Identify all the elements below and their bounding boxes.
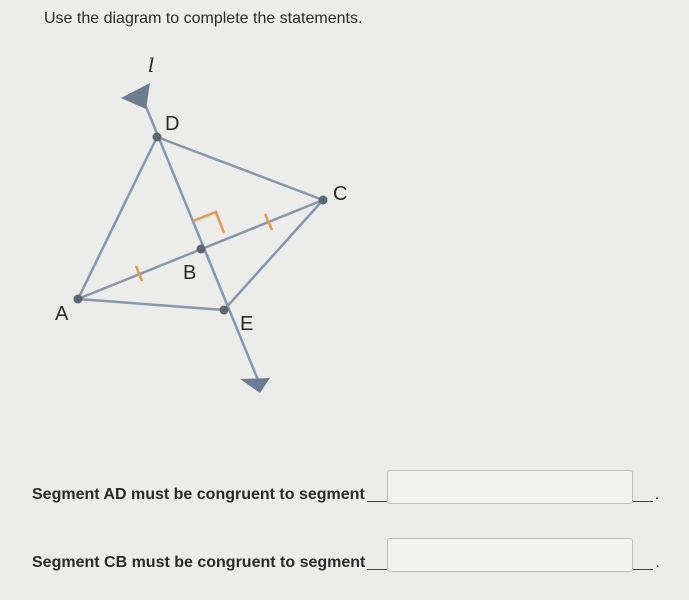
statement-cb [32, 538, 660, 572]
statement-ad [32, 470, 659, 504]
answer-blank-ad [367, 470, 659, 504]
arrowhead-up-icon [121, 83, 150, 109]
answer-input-cb[interactable] [387, 538, 633, 572]
point-a-label: A [55, 303, 69, 325]
statement-ad-period: . [654, 486, 660, 503]
point-c [319, 196, 328, 205]
arrowhead-down-icon [240, 378, 270, 393]
point-b [197, 245, 206, 254]
line-l-label: l [148, 53, 155, 77]
blank-underline-right [633, 501, 653, 502]
point-e-label: E [240, 313, 254, 335]
blank-underline-right [633, 569, 653, 570]
segment-ad [78, 137, 157, 299]
statement-cb-text: Segment CB must be congruent to segment [32, 554, 366, 571]
point-c-label: C [333, 183, 348, 205]
geometry-diagram [0, 40, 689, 400]
answer-input-ad[interactable] [387, 470, 633, 504]
point-d-label: D [165, 113, 180, 135]
segment-dc [157, 137, 323, 200]
blank-underline-left [367, 501, 387, 502]
segment-ec [224, 200, 323, 310]
blank-underline-left [367, 569, 387, 570]
point-d [153, 133, 162, 142]
segment-ae [78, 299, 224, 310]
instructions-text: Use the diagram to complete the statements. [44, 10, 363, 27]
point-b-label: B [183, 262, 197, 284]
statement-cb-period: . [655, 554, 660, 571]
point-e [220, 306, 229, 315]
point-a [74, 295, 83, 304]
statement-ad-text: Segment AD must be congruent to segment [32, 486, 365, 503]
answer-blank-cb [367, 538, 659, 572]
